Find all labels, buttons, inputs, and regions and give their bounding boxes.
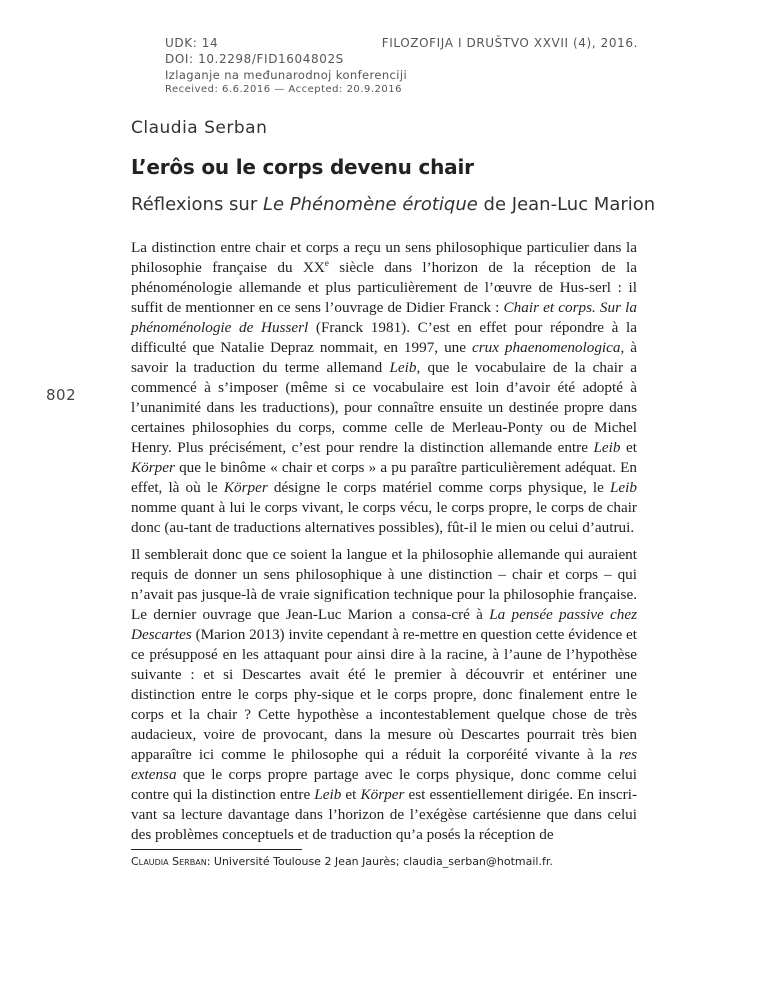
italic-run: Chair et corps. Sur la phénoménologie de Husserl <box>131 299 637 336</box>
udk-code: UDK: 14 <box>165 36 219 50</box>
text-run: , à savoir la traduction du terme allemand <box>131 339 638 376</box>
text-run: nomme quant à lui le corps vivant, le corps vécu, le corps propre, le corps de chair donc (au-tant de traductions alternatives possibles), fût-il le mien ou celui d’autrui. <box>131 499 637 536</box>
footnote-divider <box>131 849 302 850</box>
page-number: 802 <box>46 386 77 404</box>
italic-run: Körper <box>131 459 175 476</box>
italic-run: Leib <box>609 479 637 496</box>
text-run: (Franck 1981). C’est en effet pour répondre à la difficulté que Natalie Depraz nommait, en 1997, une <box>131 319 637 356</box>
italic-run: Leib <box>593 439 621 456</box>
italic-run: La pensée passive chez Descartes <box>131 606 638 643</box>
body-paragraph-1 <box>131 238 637 538</box>
subtitle-book-title: Le Phénomène érotique <box>262 194 478 215</box>
text-run: est essentiellement dirigée. En inscri-vant sa lecture davantage dans l’horizon de l’exégèse cartésienne que dans celui des problèmes conceptuels et de traduction qu’a posés la réception de <box>131 786 637 843</box>
doi-link[interactable]: DOI: 10.2298/FID1604802S <box>165 52 344 66</box>
footnote-author-name: Claudia Serban <box>131 855 207 868</box>
text-run: siècle dans l’horizon de la réception de la phénoménologie allemande et plus particulièrement de l’œuvre de Hus-serl : il suffit de mentionner en ce sens l’ouvrage de Didier Franck : <box>131 259 637 316</box>
received-accepted-dates: Received: 6.6.2016 — Accepted: 20.9.2016 <box>165 84 402 95</box>
article-subtitle <box>131 194 655 215</box>
italic-run: res extensa <box>131 746 637 783</box>
text-run: et <box>341 786 361 803</box>
body-paragraph-2 <box>131 545 637 845</box>
italic-run: crux phaenomenologica <box>471 339 621 356</box>
italic-run: Körper <box>223 479 268 496</box>
italic-run: Körper <box>360 786 405 803</box>
text-run: La distinction entre chair et corps a reçu un sens philosophique particulier dans la philosophie française du XX <box>131 239 637 276</box>
italic-run: Leib <box>389 359 417 376</box>
footnote-affiliation: : Université Toulouse 2 Jean Jaurès; claudia_serban@hotmail.fr. <box>206 855 553 868</box>
text-run: et <box>620 439 637 456</box>
subtitle-prefix: Réflexions sur <box>131 194 263 215</box>
text-run: , que le vocabulaire de la chair a commencé à s’imposer (même si ce vocabulaire est loin d’avoir été adopté à l’unanimité dans les traductions), pour connaître ensuite un destinée propre dans certaines philosophies du corps, comme celle de Merleau-Ponty ou de Michel Henry. Plus précisément, c’est pour rendre la distinction allemande entre <box>131 359 637 456</box>
author-name: Claudia Serban <box>131 118 268 138</box>
text-run: (Marion 2013) invite cependant à re-mettre en question cette évidence et ce présupposé en les attaquant pour ainsi dire à la racine, à l’aune de l’hypothèse suivante : et si Descartes avait été le premier à découvrir et entériner une distinction entre le corps phy-sique et le corps propre, donc finalement entre le corps et la chair ? Cette hypothèse a incontestablement quelque chose de très audacieux, voire de provocant, dans la mesure où Descartes pourrait très bien apparaître ici comme le philosophe qui a réduit la corporéité vivante à la <box>131 626 637 763</box>
author-footnote <box>131 855 553 868</box>
superscript: e <box>324 257 329 268</box>
text-run: que le corps propre partage avec le corps physique, donc comme celui contre qui la distinction entre <box>131 766 637 803</box>
journal-citation: FILOZOFIJA I DRUŠTVO XXVII (4), 2016. <box>381 36 638 50</box>
article-title: L’erôs ou le corps devenu chair <box>131 155 474 179</box>
italic-run: Leib <box>314 786 342 803</box>
subtitle-suffix: de Jean-Luc Marion <box>477 194 656 215</box>
text-run: désigne le corps matériel comme corps physique, le <box>267 479 610 496</box>
text-run: Il semblerait donc que ce soient la langue et la philosophie allemande qui auraient requis de donner un sens philosophique à une distinction – chair et corps – qui n’avait pas jusque-là de vraie signification technique pour la philosophie française. Le dernier ouvrage que Jean-Luc Marion a consa-cré à <box>131 546 637 623</box>
text-run: que le binôme « chair et corps » a pu paraître particulièrement adéquat. En effet, là où le <box>131 459 637 496</box>
conference-note: Izlaganje na međunarodnoj konferenciji <box>165 68 408 82</box>
